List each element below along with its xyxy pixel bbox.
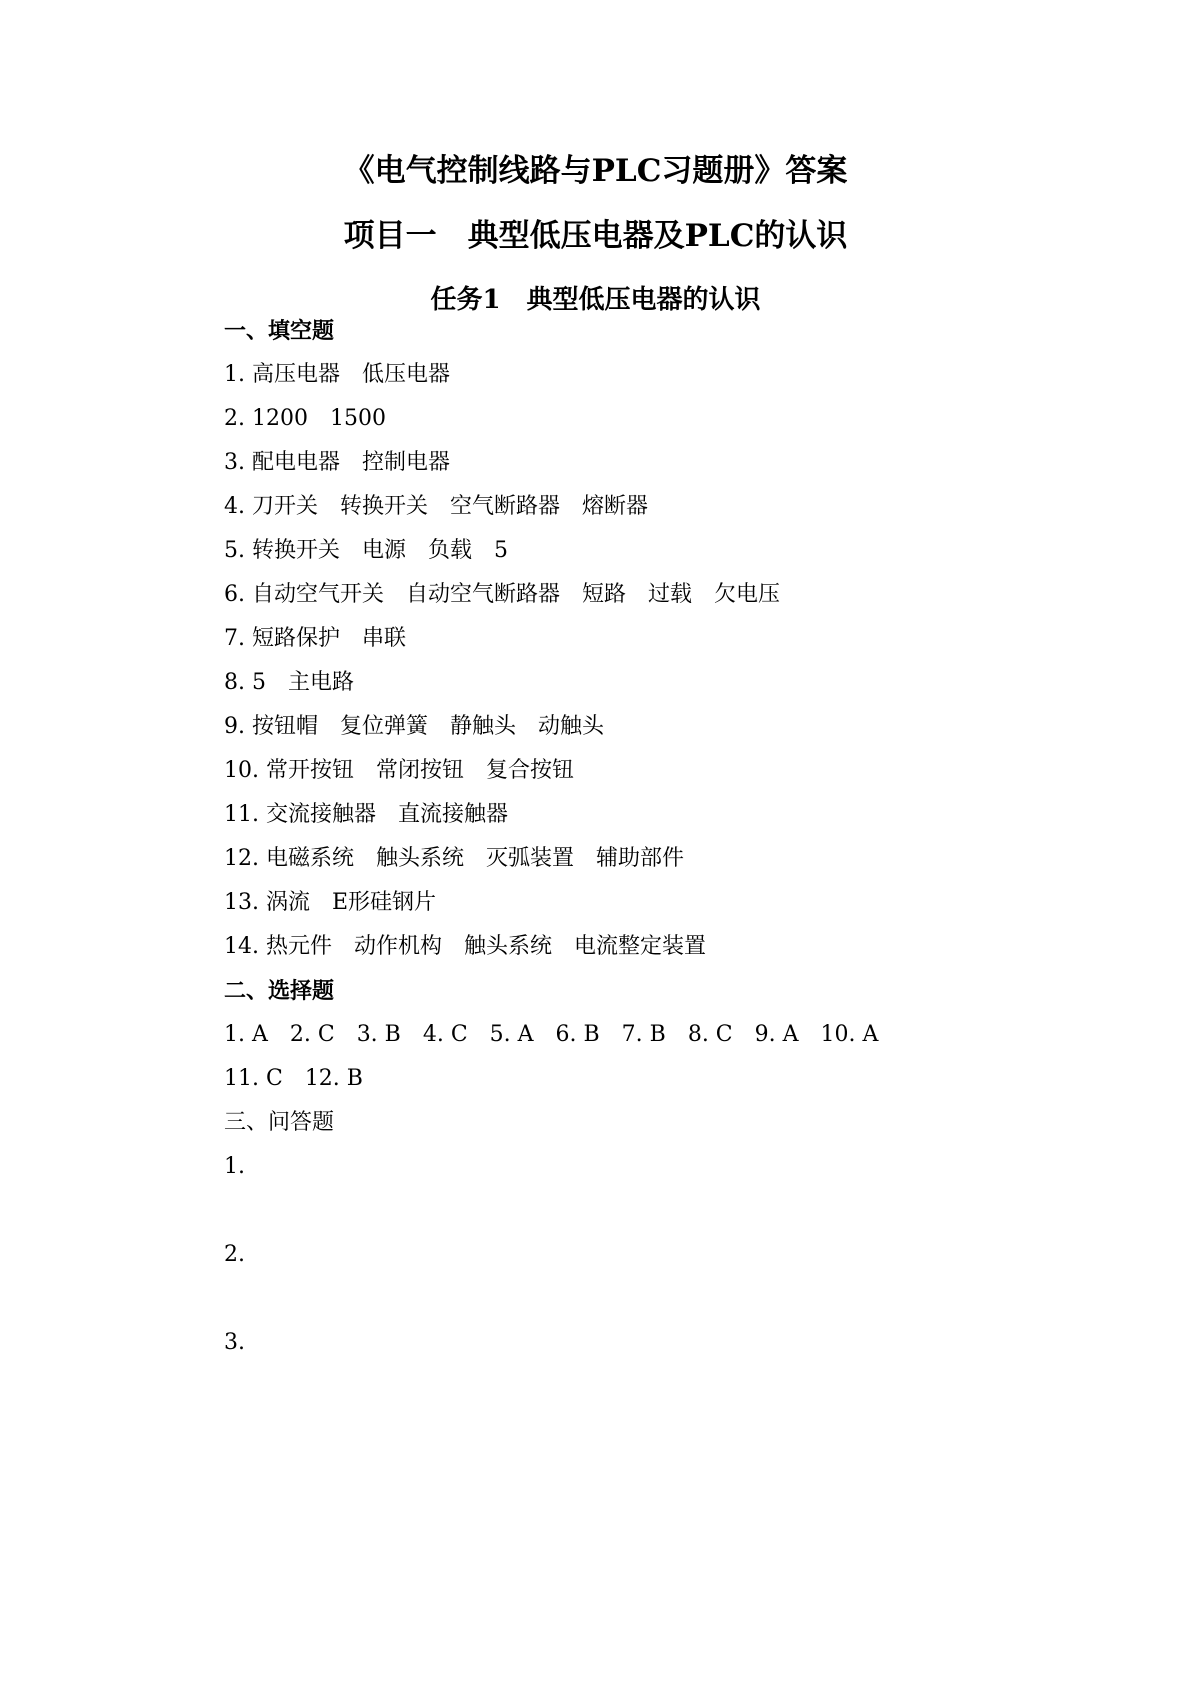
fill-blank-item-7: 7. 短路保护 串联 xyxy=(224,626,406,651)
fill-blank-heading: 一、填空题 xyxy=(224,318,335,344)
short-answer-item-2: 2. xyxy=(224,1242,245,1267)
fill-blank-item-10: 10. 常开按钮 常闭按钮 复合按钮 xyxy=(224,758,574,783)
fill-blank-item-14: 14. 热元件 动作机构 触头系统 电流整定装置 xyxy=(224,934,706,959)
task-title: 任务1 典型低压电器的认识 xyxy=(430,285,761,315)
fill-blank-item-2: 2. 1200 1500 xyxy=(224,406,386,431)
multiple-choice-line-1: 1. A 2. C 3. B 4. C 5. A 6. B 7. B 8. C 9. A 10. A xyxy=(224,1022,879,1047)
fill-blank-item-13: 13. 涡流 E形硅钢片 xyxy=(224,890,437,915)
document-title: 《电气控制线路与PLC习题册》答案 xyxy=(343,153,848,189)
fill-blank-item-3: 3. 配电电器 控制电器 xyxy=(224,450,450,475)
fill-blank-item-12: 12. 电磁系统 触头系统 灭弧装置 辅助部件 xyxy=(224,846,684,871)
fill-blank-item-4: 4. 刀开关 转换开关 空气断路器 熔断器 xyxy=(224,494,648,519)
fill-blank-item-11: 11. 交流接触器 直流接触器 xyxy=(224,802,508,827)
fill-blank-item-5: 5. 转换开关 电源 负载 5 xyxy=(224,538,508,563)
short-answer-heading: 三、问答题 xyxy=(224,1110,335,1135)
project-title: 项目一 典型低压电器及PLC的认识 xyxy=(343,218,848,254)
short-answer-item-3: 3. xyxy=(224,1330,245,1355)
short-answer-item-1: 1. xyxy=(224,1154,245,1179)
multiple-choice-line-2: 11. C 12. B xyxy=(224,1066,363,1091)
multiple-choice-heading: 二、选择题 xyxy=(224,978,335,1004)
fill-blank-item-6: 6. 自动空气开关 自动空气断路器 短路 过载 欠电压 xyxy=(224,582,780,607)
fill-blank-item-9: 9. 按钮帽 复位弹簧 静触头 动触头 xyxy=(224,714,604,739)
fill-blank-item-8: 8. 5 主电路 xyxy=(224,670,354,695)
fill-blank-item-1: 1. 高压电器 低压电器 xyxy=(224,362,450,387)
